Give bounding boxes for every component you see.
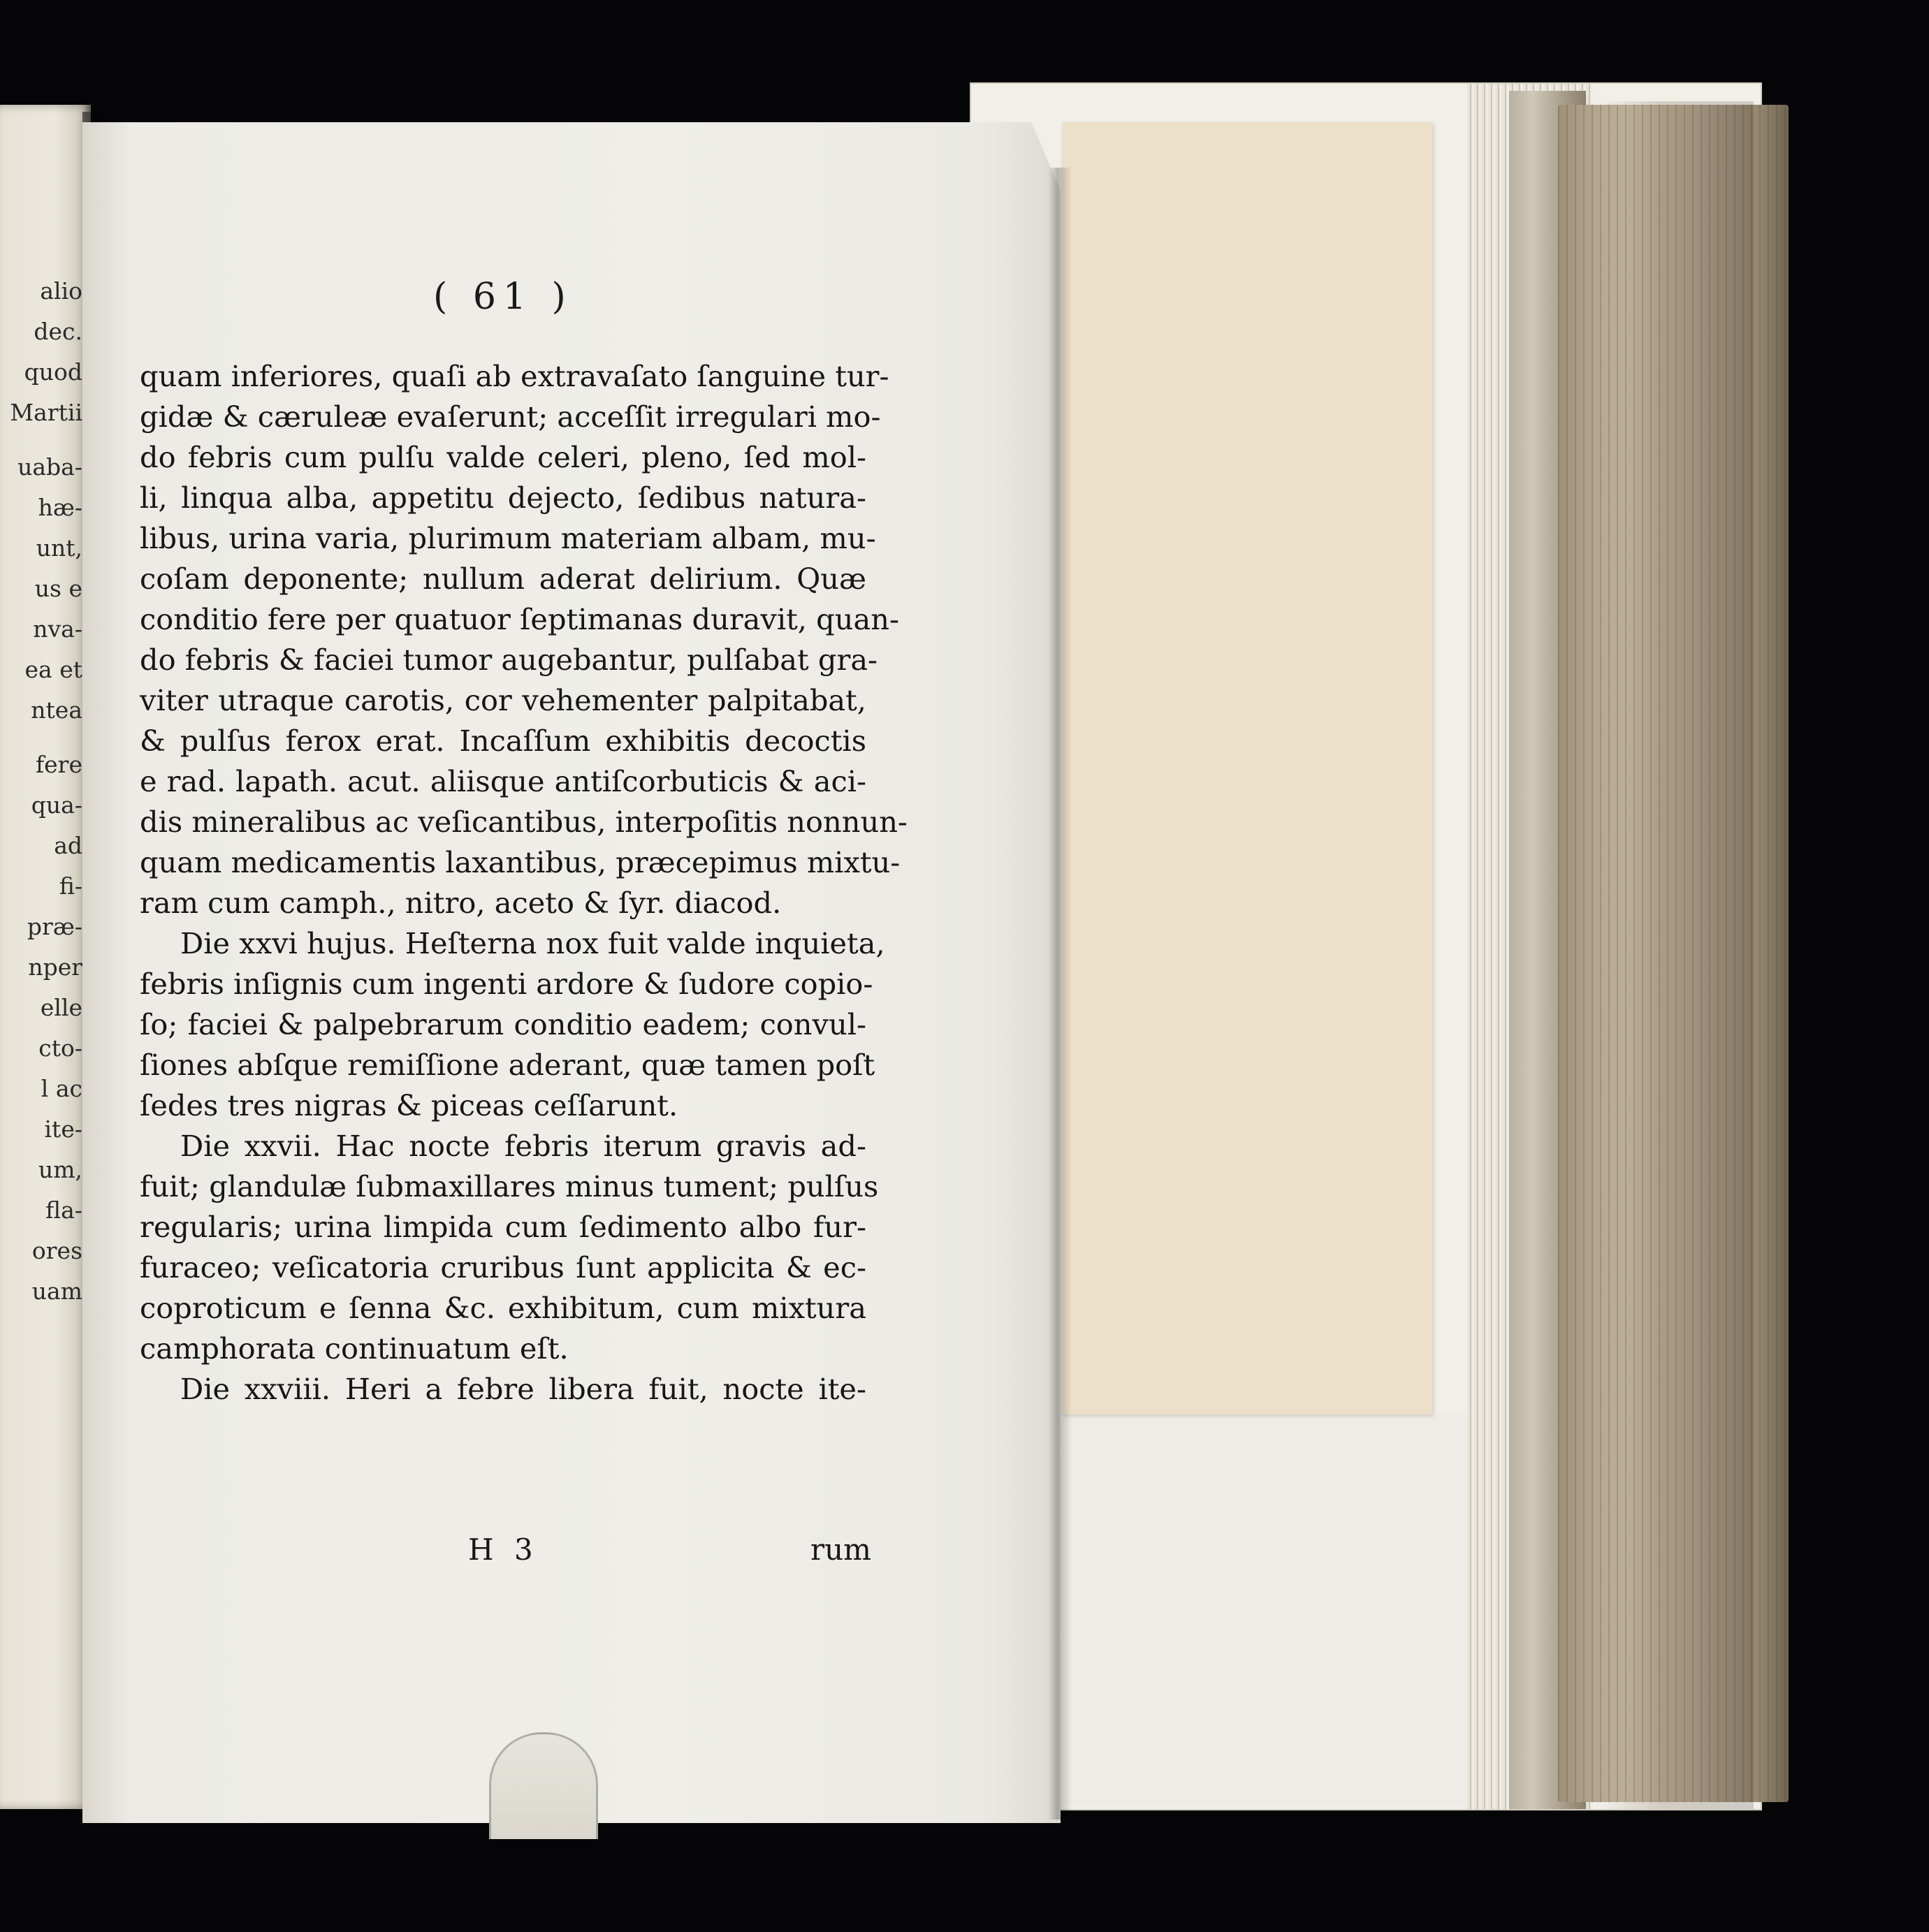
catchword: rum	[810, 1532, 871, 1567]
left-page-fragment: Martii	[10, 399, 82, 426]
text-line: ſedes tres nigras & piceas ceſſarunt.	[140, 1088, 678, 1122]
text-line: e rad. lapath. acut. aliisque antiſcorbuticis & aci-	[140, 764, 866, 798]
left-page-fragment: nper	[28, 953, 82, 981]
signature-mark: H 3	[468, 1532, 539, 1567]
text-line: coſam deponente; nullum aderat delirium. Quæ	[140, 562, 866, 596]
left-page-fragment: l ac	[41, 1075, 82, 1102]
text-line: conditio fere per quatuor ſeptimanas duravit, quan-	[140, 602, 899, 636]
page-number: ( 61 )	[433, 276, 573, 318]
body-text	[140, 356, 908, 1410]
underlying-page-bottom	[1062, 1414, 1509, 1806]
text-line: Die xxvi hujus. Heſterna nox fuit valde inquieta,	[180, 926, 885, 960]
left-page-fragment: nva-	[33, 615, 82, 643]
text-line: Die xxviii. Heri a febre libera fuit, nocte ite-	[180, 1372, 866, 1406]
text-line: camphorata continuatum eſt.	[140, 1331, 569, 1366]
left-page	[0, 105, 91, 1809]
left-page-fragment: fere	[35, 751, 82, 778]
left-page-fragment: ea et	[24, 656, 82, 683]
left-page-fragment: us e	[34, 575, 82, 602]
left-page-fragment: fi-	[59, 872, 82, 900]
left-page-fragment: alio	[40, 277, 82, 305]
left-page-fragment: qua-	[31, 791, 82, 819]
left-page-fragment: elle	[40, 994, 82, 1021]
text-line: furaceo; veſicatoria cruribus ſunt applicita & ec-	[140, 1250, 866, 1285]
inserted-slip	[1062, 122, 1432, 1414]
text-line: do febris cum pulſu valde celeri, pleno, ſed mol-	[140, 440, 866, 474]
page-edge-shadow	[1048, 168, 1072, 1820]
left-page-fragment: dec.	[34, 318, 82, 345]
left-page-fragment: uam	[31, 1278, 82, 1305]
text-line: coproticum e ſenna &c. exhibitum, cum mixtura	[140, 1291, 866, 1325]
text-line: do febris & faciei tumor augebantur, pulſabat gra-	[140, 643, 878, 677]
left-page-fragment: um,	[38, 1156, 82, 1183]
left-page-fragment: uaba-	[17, 453, 82, 481]
text-line: ſiones abſque remiſſione aderant, quæ tamen poſt	[140, 1048, 875, 1082]
text-line: quam medicamentis laxantibus, præcepimus mixtu-	[140, 845, 901, 879]
text-line: febris inſignis cum ingenti ardore & ſudore copio-	[140, 967, 873, 1001]
left-page-fragment: unt,	[36, 534, 82, 562]
text-line: regularis; urina limpida cum ſedimento albo fur-	[140, 1210, 866, 1244]
left-page-fragment: præ-	[27, 913, 82, 940]
text-line: & pulſus ferox erat. Incaſſum exhibitis decoctis	[140, 724, 866, 758]
text-line: li, linqua alba, appetitu dejecto, ſedibus natura-	[140, 481, 866, 515]
left-page-fragment: ntea	[31, 696, 82, 724]
left-page-fragment: fla-	[45, 1196, 82, 1224]
text-line: ſo; faciei & palpebrarum conditio eadem; convul-	[140, 1007, 866, 1041]
left-page-fragment: ores	[31, 1237, 82, 1264]
binding-board	[1600, 101, 1754, 1809]
text-line: dis mineralibus ac veſicantibus, interpoſitis nonnun-	[140, 805, 908, 839]
text-line: fuit; glandulæ ſubmaxillares minus tument; pulſus	[140, 1169, 879, 1203]
text-line: ram cum camph., nitro, aceto & ſyr. diacod.	[140, 886, 782, 920]
left-page-fragment: hæ-	[38, 494, 82, 521]
text-line: Die xxvii. Hac nocte febris iterum gravis ad-	[180, 1129, 866, 1163]
left-page-fragment: cto-	[38, 1034, 82, 1062]
text-line: viter utraque carotis, cor vehementer palpitabat,	[140, 683, 866, 717]
left-page-fragment: quod	[24, 358, 82, 386]
left-page-fragment: ad	[54, 832, 82, 859]
text-line: libus, urina varia, plurimum materiam albam, mu-	[140, 521, 876, 555]
left-page-fragment: ite-	[44, 1115, 82, 1143]
text-line: gidæ & cæruleæ evaſerunt; acceſſit irregulari mo-	[140, 400, 881, 434]
thumb-notch	[489, 1732, 598, 1839]
text-line: quam inferiores, quaſi ab extravaſato ſanguine tur-	[140, 359, 889, 393]
